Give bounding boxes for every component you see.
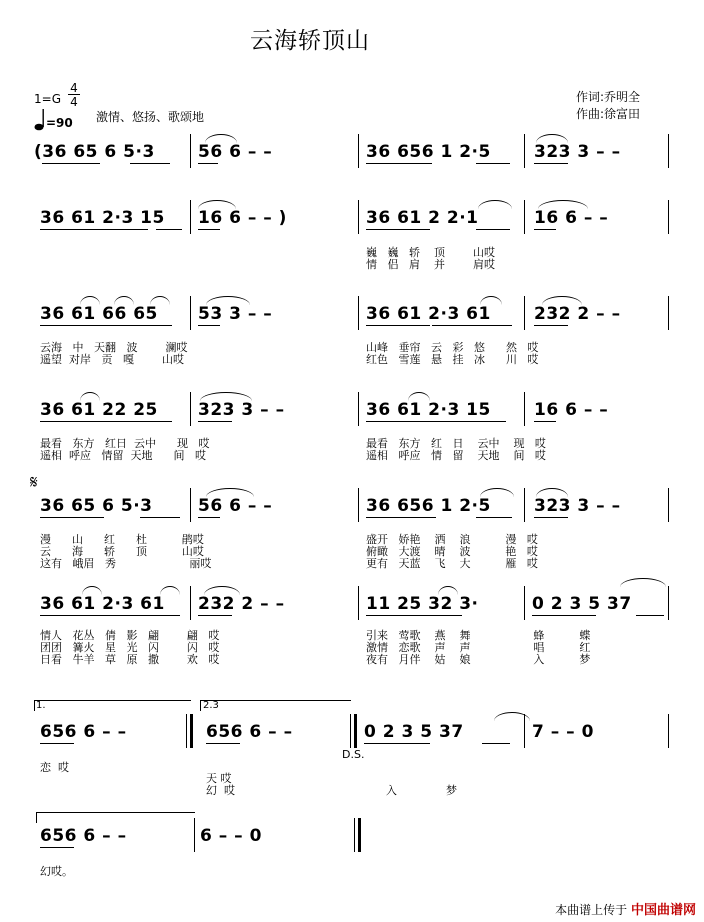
slur [80, 392, 100, 401]
lyric-line: 最看 东方 红 日 云中 现 哎 [366, 437, 546, 450]
ds-marking: D.S. [342, 748, 365, 761]
slur [205, 134, 237, 143]
lyric-line: 巍 巍 轿 顶 山哎 [366, 246, 495, 259]
lyric-line: 引来 莺歌 燕 舞 蜂 蝶 [366, 629, 591, 642]
note-underline [40, 743, 74, 744]
time-signature-top: 4 [68, 82, 80, 95]
note-underline [130, 163, 170, 164]
note-underline [482, 743, 510, 744]
slur [620, 578, 666, 587]
measure-notes: 36 656 1 2·5 [366, 142, 491, 162]
song-title: 云海轿顶山 [250, 28, 370, 54]
note-underline [432, 325, 512, 326]
note-underline [40, 325, 172, 326]
barline [354, 818, 355, 852]
note-underline [198, 163, 218, 164]
measure-notes: 16 6 – – [534, 208, 609, 228]
measure-notes: 16 6 – – ) [198, 208, 287, 228]
note-underline [198, 229, 220, 230]
slur [538, 200, 588, 209]
slur [536, 134, 568, 143]
measure-notes: 36 61 2·3 61 [40, 594, 165, 614]
note-underline [366, 163, 432, 164]
barline [524, 134, 525, 168]
note-underline [366, 615, 462, 616]
slur [204, 586, 240, 595]
note-underline [198, 421, 232, 422]
repeat-barline [190, 714, 193, 748]
measure-notes: 232 2 – – [198, 594, 285, 614]
barline [358, 586, 359, 620]
barline [668, 296, 669, 330]
measure-notes: 36 61 2·3 15 [366, 400, 491, 420]
measure-notes: 36 61 22 25 [40, 400, 158, 420]
note-underline [40, 517, 104, 518]
note-underline [198, 325, 220, 326]
measure-notes: 323 3 – – [198, 400, 285, 420]
note-underline [40, 421, 172, 422]
lyric-line: 日看 牛羊 草 原 撒 欢 哎 [40, 653, 220, 666]
slur [150, 296, 170, 305]
watermark [555, 899, 696, 918]
note-underline [366, 421, 506, 422]
volta-bracket [200, 700, 351, 711]
lyric-line: 天 哎 [206, 772, 232, 785]
lyric-line: 情 侣 肩 并 肩哎 [366, 258, 495, 271]
lyric-line: 激情 恋歌 声 声 唱 红 [366, 641, 591, 654]
barline [190, 296, 191, 330]
lyricist-credit: 作词:乔明全 [576, 90, 641, 104]
lyric-line: 遥相 呼应 情留 天地 间 哎 [40, 449, 206, 462]
lyric-line: 恋 哎 [40, 761, 69, 774]
measure-notes: 36 61 2 2·1 [366, 208, 479, 228]
measure-notes: 53 3 – – [198, 304, 273, 324]
barline [524, 392, 525, 426]
lyric-line: 团团 篝火 星 光 闪 闪 哎 [40, 641, 220, 654]
barline [350, 714, 351, 748]
lyric-line: 这有 峨眉 秀 丽哎 [40, 557, 212, 570]
volta-bracket [34, 700, 191, 711]
note-underline [366, 517, 436, 518]
slur [480, 488, 514, 497]
lyric-line: 红色 雪莲 悬 挂 冰 川 哎 [366, 353, 539, 366]
lyric-line: 遥相 呼应 情 留 天地 间 哎 [366, 449, 546, 462]
measure-notes: 36 61 2·3 61 [366, 304, 491, 324]
note-underline [636, 615, 664, 616]
barline [190, 134, 191, 168]
measure-notes: 36 61 66 65 [40, 304, 158, 324]
time-signature-bottom: 4 [70, 95, 78, 109]
measure-notes: 0 2 3 5 37 [364, 722, 464, 742]
note-underline [366, 325, 430, 326]
lyric-line: 夜有 月伴 姑 娘 入 梦 [366, 653, 591, 666]
slur [408, 392, 430, 401]
note-underline [206, 743, 240, 744]
measure-notes: 56 6 – – [198, 496, 273, 516]
barline [524, 586, 525, 620]
barline [668, 586, 669, 620]
slur [198, 200, 236, 209]
segno-sign: 𝄋 [30, 472, 38, 493]
thick-barline [354, 714, 357, 748]
lyric-line: 入 梦 [386, 784, 457, 797]
lyric-line: 盛开 娇艳 洒 浪 漫 哎 [366, 533, 538, 546]
barline [358, 200, 359, 234]
note-underline [476, 517, 512, 518]
barline [524, 488, 525, 522]
measure-notes: 656 6 – – [206, 722, 293, 742]
note-underline [42, 163, 100, 164]
measure-notes: 323 3 – – [534, 142, 621, 162]
barline [194, 818, 195, 852]
slur [480, 296, 502, 305]
barline [190, 586, 191, 620]
measure-notes: 36 61 2·3 15 [40, 208, 165, 228]
barline [190, 488, 191, 522]
note-underline [534, 517, 568, 518]
note-underline [40, 847, 74, 848]
tempo-marking: =90 [46, 116, 73, 130]
note-underline [534, 421, 556, 422]
barline [668, 134, 669, 168]
note-underline [156, 229, 182, 230]
slur [206, 296, 250, 305]
barline [668, 200, 669, 234]
lyric-line: 幻 哎 [206, 784, 235, 797]
lyric-line: 云 海 轿 顶 山哎 [40, 545, 204, 558]
note-underline [534, 325, 568, 326]
slur [438, 586, 458, 595]
key-signature: 1=G [34, 92, 61, 106]
slur [200, 392, 252, 401]
lyric-line: 更有 天蓝 飞 大 雁 哎 [366, 557, 538, 570]
watermark-logo: 中国曲谱网 [630, 903, 696, 918]
measure-notes: 232 2 – – [534, 304, 621, 324]
volta-label: 1. [36, 700, 46, 711]
quarter-note-icon [34, 108, 44, 130]
measure-notes: 7 – – 0 [532, 722, 594, 742]
measure-notes: 56 6 – – [198, 142, 273, 162]
note-underline [140, 517, 180, 518]
barline [358, 488, 359, 522]
note-underline [534, 229, 556, 230]
ending-bracket [36, 812, 195, 823]
note-underline [532, 615, 596, 616]
barline [668, 488, 669, 522]
composer-credit: 作曲:徐富田 [576, 107, 641, 121]
note-underline [40, 615, 180, 616]
lyric-line: 幻哎。 [40, 865, 73, 878]
slur [160, 586, 180, 595]
lyric-line: 情人 花丛 倩 影 翩 翩 哎 [40, 629, 220, 642]
barline [668, 714, 669, 748]
note-underline [198, 517, 220, 518]
lyric-line: 最看 东方 红日 云中 现 哎 [40, 437, 210, 450]
measure-notes: 16 6 – – [534, 400, 609, 420]
note-underline [476, 229, 510, 230]
measure-notes: 656 6 – – [40, 722, 127, 742]
note-underline [40, 229, 148, 230]
final-barline [358, 818, 361, 852]
measure-notes: 323 3 – – [534, 496, 621, 516]
lyric-line: 遥望 对岸 贡 嘎 山哎 [40, 353, 184, 366]
measure-notes: 656 6 – – [40, 826, 127, 846]
measure-notes: 11 25 32 3· [366, 594, 479, 614]
expression-marking: 激情、悠扬、歌颂地 [96, 110, 205, 124]
barline [358, 296, 359, 330]
measure-notes: 36 65 6 5·3 [40, 496, 153, 516]
measure-notes: 0 2 3 5 37 [532, 594, 632, 614]
barline [190, 392, 191, 426]
barline [190, 200, 191, 234]
watermark-text: 本曲谱上传于 [555, 903, 628, 917]
lyric-line: 山峰 垂帘 云 彩 悠 然 哎 [366, 341, 539, 354]
note-underline [534, 163, 568, 164]
barline [358, 392, 359, 426]
note-underline [198, 615, 232, 616]
measure-notes: 6 – – 0 [200, 826, 262, 846]
note-underline [476, 163, 510, 164]
slur [114, 296, 134, 305]
slur [478, 200, 512, 209]
lyric-line: 俯瞰 大渡 晴 波 艳 哎 [366, 545, 538, 558]
barline [524, 296, 525, 330]
note-underline [366, 229, 430, 230]
slur [536, 488, 568, 497]
barline [524, 200, 525, 234]
slur [542, 296, 582, 305]
barline [358, 134, 359, 168]
volta-label: 2.3 [203, 700, 219, 711]
slur [80, 296, 100, 305]
note-underline [364, 743, 430, 744]
measure-notes: 36 656 1 2·5 [366, 496, 491, 516]
measure-notes: (36 65 6 5·3 [34, 142, 155, 162]
lyric-line: 漫 山 红 杜 鹃哎 [40, 533, 204, 546]
slur [82, 586, 102, 595]
slur [206, 488, 254, 497]
lyric-line: 云海 中 天翻 波 澜哎 [40, 341, 188, 354]
barline [186, 714, 187, 748]
